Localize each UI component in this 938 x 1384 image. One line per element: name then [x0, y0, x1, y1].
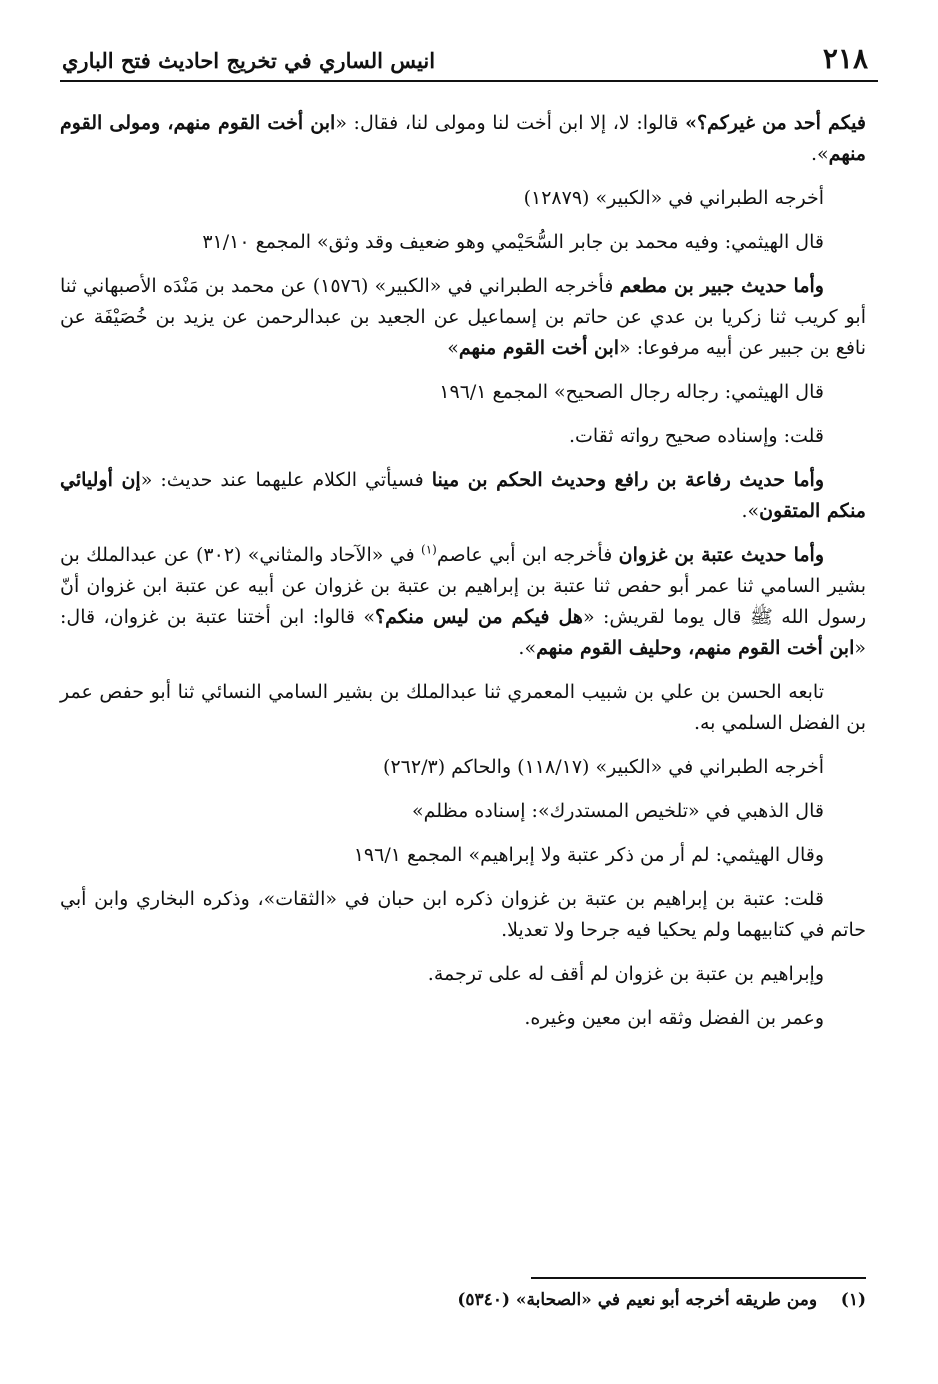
bold-text: ابن أخت القوم منهم	[458, 337, 620, 359]
paragraph	[60, 796, 866, 827]
text-segment: قال الهيثمي: وفيه محمد بن جابر السُّحَيْمي وهو ضعيف وقد وثق» المجمع ٣١/١٠	[202, 231, 824, 253]
text-segment: قلت: وإسناده صحيح رواته ثقات.	[568, 425, 824, 447]
text-segment: وعمر بن الفضل وثقه ابن معين وغيره.	[524, 1007, 824, 1029]
footnote-marker: (١)	[840, 1290, 866, 1310]
text-segment: أخرجه الطبراني في «الكبير» (١١٨/١٧) والحاكم (٢٦٢/٣)	[383, 756, 824, 778]
text-segment: قلت: عتبة بن إبراهيم بن عتبة بن غزوان ذكره ابن حبان في «الثقات»، وذكره البخاري وابن أبي حاتم في كتابيهما ولم يحكيا فيه جرحا ولا تعديلا.	[60, 888, 866, 941]
text-segment: قال الذهبي في «تلخيص المستدرك»: إسناده مظلم»	[412, 800, 824, 822]
footnote	[60, 1290, 866, 1310]
page-header	[60, 40, 878, 82]
text-segment: وقال الهيثمي: لم أر من ذكر عتبة ولا إبراهيم» المجمع ١٩٦/١	[353, 844, 824, 866]
page-body	[60, 108, 866, 1047]
text-segment: ».	[518, 637, 537, 659]
paragraph	[60, 183, 866, 214]
text-segment: أخرجه الطبراني في «الكبير» (١٢٨٧٩)	[523, 187, 824, 209]
paragraph	[60, 271, 866, 364]
text-segment: قال الهيثمي: رجاله رجال الصحيح» المجمع ١٩٦/١	[439, 381, 824, 403]
paragraph	[60, 752, 866, 783]
bold-text: ابن أخت القوم منهم، ومولى القوم منهم	[60, 112, 866, 165]
text-segment: ».	[811, 143, 829, 165]
paragraph	[60, 840, 866, 871]
footnote-text: ومن طريقه أخرجه أبو نعيم في «الصحابة» (٥٣٤٠)	[457, 1290, 818, 1310]
paragraph	[60, 677, 866, 739]
footnote-separator	[531, 1277, 866, 1279]
bold-text: وأما حديث جبير بن مطعم	[619, 275, 824, 297]
text-segment: قالوا: لا، إلا ابن أخت لنا ومولى لنا، فقال: «	[335, 112, 686, 134]
paragraph	[60, 465, 866, 527]
paragraph	[60, 108, 866, 170]
text-segment: فأخرجه الطبراني في «الكبير» (١٥٧٦) عن محمد بن مَنْدَه الأصبهاني ثنا أبو كريب ثنا زكريا بن عدي عن حاتم بن إسماعيل عن الجعيد بن عبدالرحمن عن يزيد بن خُصَيْفَة عن نافع بن جبير عن أبيه مرفوعا: «	[60, 275, 866, 359]
text-segment: » قالوا: ابن أختنا عتبة بن غزوان، قال: «	[60, 606, 866, 659]
text-segment: ».	[741, 500, 760, 522]
text-segment: في «الآحاد والمثاني» (٣٠٢) عن عبدالملك بن بشير السامي ثنا عمر أبو حفص ثنا عتبة بن إبراهيم بن عتبة بن غزوان عن أبيه عن عتبة ابن غزوان أنّ رسول الله ﷺ قال يوما لقريش: «	[60, 544, 866, 628]
bold-text: وأما حديث رفاعة بن رافع وحديث الحكم بن مينا	[431, 469, 825, 491]
bold-text: إن أوليائي منكم المتقون	[60, 469, 866, 522]
paragraph	[60, 227, 866, 258]
running-title: انيس الساري في تخريج احاديث فتح الباري	[62, 48, 436, 73]
bold-text: وأما حديث عتبة بن غزوان	[618, 544, 824, 566]
paragraph	[60, 959, 866, 990]
text-segment: فسيأتي الكلام عليهما عند حديث: «	[140, 469, 432, 491]
bold-text: هل فيكم من ليس منكم؟	[374, 606, 583, 628]
paragraph	[60, 540, 866, 664]
text-segment: »	[447, 337, 459, 359]
paragraph	[60, 377, 866, 408]
page-number: ٢١٨	[822, 42, 868, 75]
text-segment: وإبراهيم بن عتبة بن غزوان لم أقف له على ترجمة.	[427, 963, 824, 985]
text-segment: فأخرجه ابن أبي عاصم	[436, 544, 619, 566]
paragraph	[60, 421, 866, 452]
footnote-reference: (١)	[421, 542, 437, 557]
text-segment: تابعه الحسن بن علي بن شبيب المعمري ثنا عبدالملك بن بشير السامي النسائي ثنا أبو حفص عمر بن الفضل السلمي به.	[60, 681, 866, 734]
paragraph	[60, 1003, 866, 1034]
paragraph	[60, 884, 866, 946]
bold-text: فيكم أحد من غيركم؟»	[685, 112, 866, 134]
bold-text: ابن أخت القوم منهم، وحليف القوم منهم	[536, 637, 855, 659]
